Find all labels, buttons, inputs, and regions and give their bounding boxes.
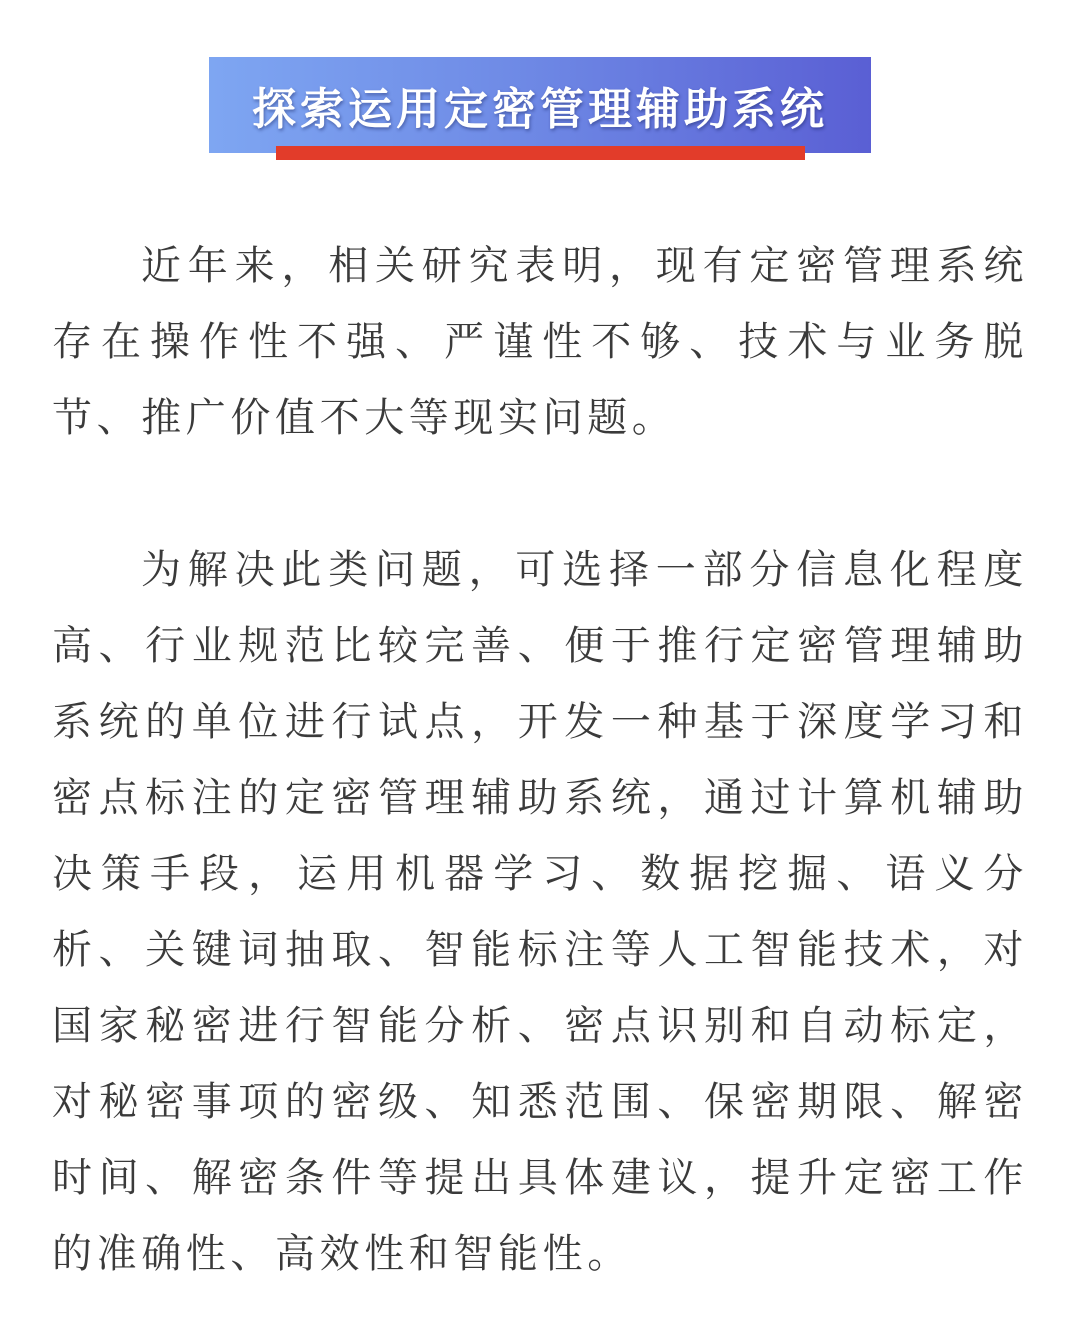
article-body <box>52 228 1028 1292</box>
section-title: 探索运用定密管理辅助系统 <box>252 84 828 135</box>
title-underline-bar <box>276 146 805 160</box>
paragraph-2: 为解决此类问题，可选择一部分信息化程度高、行业规范比较完善、便于推行定密管理辅助系统的单位进行试点，开发一种基于深度学习和密点标注的定密管理辅助系统，通过计算机辅助决策手段，运用机器学习、数据挖掘、语义分析、关键词抽取、智能标注等人工智能技术，对国家秘密进行智能分析、密点识别和自动标定，对秘密事项的密级、知悉范围、保密期限、解密时间、解密条件等提出具体建议，提升定密工作的准确性、高效性和智能性。 <box>52 547 1028 1277</box>
paragraph-1: 近年来，相关研究表明，现有定密管理系统存在操作性不强、严谨性不够、技术与业务脱节、推广价值不大等现实问题。 <box>52 243 1028 441</box>
section-title-banner <box>209 57 871 153</box>
